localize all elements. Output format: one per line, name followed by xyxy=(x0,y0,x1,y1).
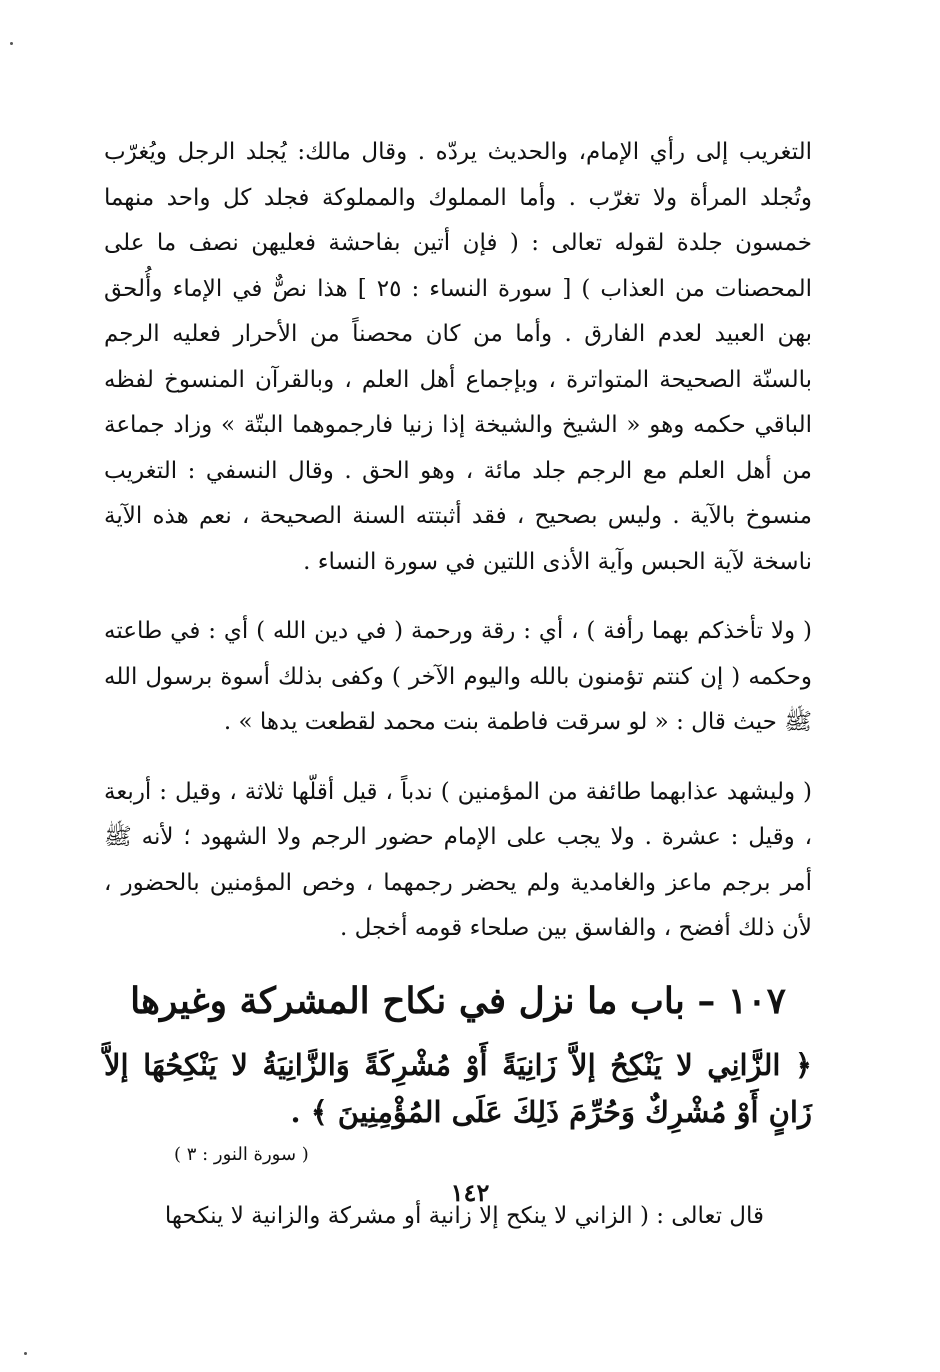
paragraph-gap xyxy=(104,746,812,770)
closing-line: قال تعالى : ( الزاني لا ينكح إلا زانية أو مشركة والزانية لا ينكحها xyxy=(164,1202,764,1229)
scan-speck-decoration xyxy=(10,42,13,45)
verse-reference: ( سورة النور : ٣ ) xyxy=(174,1143,309,1165)
paragraph-1: التغريب إلى رأي الإمام، والحديث يردّه . وقال مالك: يُجلد الرجل ويُغرّب وتُجلد المرأة ولا تغرّب . وأما المملوك والمملوكة فجلد كل واحد منهما خمسون جلدة لقوله تعالى : ( فإن أتين بفاحشة فعليهن نصف ما على المحصنات من العذاب ) [ سورة النساء : ٢٥ ] هذا نصٌّ في الإماء وأُلحق بهن العبيد لعدم الفارق . وأما من كان محصناً من الأحرار فعليه الرجم بالسنّة الصحيحة المتواترة ، وبإجماع أهل العلم ، وبالقرآن المنسوخ لفظه الباقي حكمه وهو « الشيخ والشيخة إذا زنيا فارجموهما البتّة » وزاد جماعة من أهل العلم مع الرجم جلد مائة ، وهو الحق . وقال النسفي : التغريب منسوخ بالآية . وليس بصحيح ، فقد أثبتته السنة الصحيحة ، نعم هذه الآية ناسخة لآية الحبس وآية الأذى اللتين في سورة النساء . xyxy=(104,139,813,575)
paragraph-gap xyxy=(104,585,812,609)
quran-verse: ﴿ الزَّانِي لا يَنْكِحُ إلاَّ زَانِيَةً أَوْ مُشْرِكَةً وَالزَّانِيَةُ لا يَنْكِحُهَا إلاَّ زَانٍ أَوْ مُشْرِكٌ وَحُرِّمَ ذَلِكَ عَلَى المُؤْمِنِينَ ﴾ . xyxy=(104,1047,812,1129)
page-number: ١٤٢ xyxy=(450,1178,490,1207)
scan-speck-decoration xyxy=(24,1352,27,1355)
paragraph-2: ( ولا تأخذكم بهما رأفة ) ، أي : رقة ورحمة ( في دين الله ) أي : في طاعته وحكمه ( إن كنتم تؤمنون بالله واليوم الآخر ) وكفى بذلك أسوة برسول الله ﷺ حيث قال : « لو سرقت فاطمة بنت محمد لقطعت يدها » . xyxy=(104,618,812,735)
page-body xyxy=(104,130,812,1238)
paragraph-3: ( وليشهد عذابهما طائفة من المؤمنين ) ندباً ، قيل أقلّها ثلاثة ، وقيل : أربعة ، وقيل : عشرة . ولا يجب على الإمام حضور الرجم ولا الشهود ؛ لأنه ﷺ أمر برجم ماعز والغامدية ولم يحضر رجمهما ، وخص المؤمنين بالحضور ، لأن ذلك أفضح ، والفاسق بين صلحاء قومه أخجل . xyxy=(104,778,812,941)
section-heading: ١٠٧ – باب ما نزل في نكاح المشركة وغيرها xyxy=(130,979,786,1022)
